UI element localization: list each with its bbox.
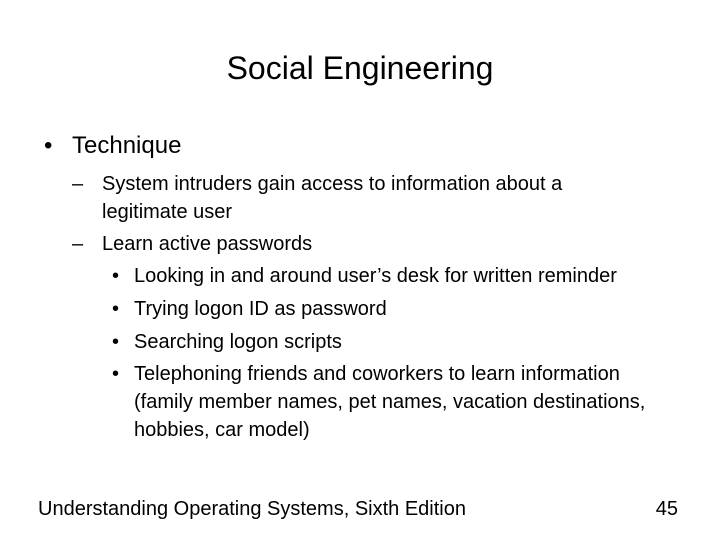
list-item-text: Telephoning friends and coworkers to learn information (family member names, pet names, vacation destinations, hobbies, car model) [134,363,646,441]
bullet-technique-text: Technique [72,132,182,159]
list-item-text: Looking in and around user’s desk for written reminder [134,265,617,287]
sub-bullet-text: Learn active passwords [102,233,313,255]
list-item [112,360,682,444]
slide-title: Social Engineering [226,50,494,86]
dash-marker: – [72,233,84,255]
bullet-dot: • [44,132,53,159]
list-item [112,295,682,323]
list-item-text: Trying logon ID as password [134,298,387,320]
dash-marker: – [72,173,84,195]
bullet-technique [44,130,181,162]
sub-bullet-system-intruders [72,170,652,226]
sub-bullet-learn-passwords [72,230,312,258]
bullet-dot: • [112,331,120,353]
list-item [112,328,682,356]
list-item [112,262,682,290]
bullet-dot: • [112,265,120,287]
page-number: 45 [655,498,678,520]
list-item-text: Searching logon scripts [134,331,342,353]
bullet-dot: • [112,298,120,320]
footer-book-title: Understanding Operating Systems, Sixth Edition [38,498,466,520]
sub-bullet-text: System intruders gain access to information about a legitimate user [102,173,563,223]
bullet-dot: • [112,363,120,385]
